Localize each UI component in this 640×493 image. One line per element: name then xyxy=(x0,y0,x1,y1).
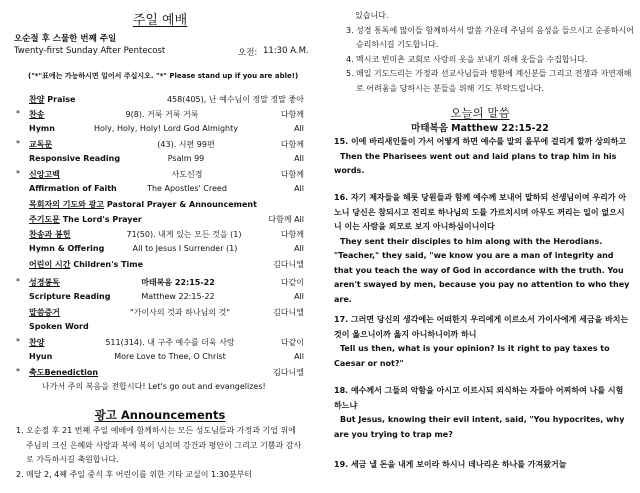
order-row xyxy=(0,94,320,108)
verse-en: Then the Pharisees went out and laid plans to trap him in his words. xyxy=(334,151,617,175)
order-row xyxy=(0,109,320,123)
order-row xyxy=(0,292,320,306)
order-row xyxy=(0,244,320,258)
verse-en: But Jesus, knowing their evil intent, said, "You hypocrites, why are you trying to trap me? xyxy=(334,415,625,439)
order-row xyxy=(0,259,320,273)
stand-marker: * xyxy=(16,139,20,148)
announcement-item: 3. 성경 통독에 많이들 함께하셔서 말씀 가운데 주님의 음성을 들으시고 순종하시어 승리하시길 기도합니다. xyxy=(346,25,634,49)
order-middle: "가이사의 것과 하나님의 것" xyxy=(130,308,230,317)
order-right: All xyxy=(294,292,304,301)
stand-marker: * xyxy=(16,337,20,346)
order-label-ko: 주기도문 xyxy=(29,215,60,224)
order-right: 다함께 xyxy=(280,230,304,239)
sermon-reference: 마태복음 Matthew 22:15-22 xyxy=(411,123,549,134)
order-row xyxy=(0,214,320,228)
order-middle: 사도신경 xyxy=(171,170,203,179)
order-middle: The Apostles' Creed xyxy=(147,184,227,193)
order-label-en: Hymn xyxy=(29,124,55,133)
order-middle: (43). 시편 99편 xyxy=(157,140,215,149)
verse-17 xyxy=(334,313,630,371)
order-row xyxy=(0,169,320,183)
verse-ko: 17. 그러면 당신의 생각에는 어떠한지 우리에게 이르소서 가이사에게 세금을 바치는 것이 옳으니이까 옳지 아니하니이까 하니 xyxy=(334,315,629,339)
order-row xyxy=(0,277,320,291)
order-right: 다같이 xyxy=(280,338,304,347)
order-label-ko: 찬송과 봉헌 xyxy=(29,230,71,239)
order-row xyxy=(0,367,320,381)
order-label-ko: 목회자의 기도와 광고 xyxy=(29,200,105,209)
order-label-ko: 찬송 xyxy=(29,110,45,119)
service-subtitle-en: Twenty-first Sunday After Pentecost xyxy=(14,46,166,56)
service-time-value: 11:30 A.M. xyxy=(263,46,309,56)
verse-en: They sent their disciples to him along with the Herodians. "Teacher," they said, "we know you are a man of integrity and that you teach the way of God in accordance with the truth. You aren't swayed by men, because you pay no attention to who they are. xyxy=(334,236,630,304)
order-row xyxy=(0,352,320,366)
order-row xyxy=(0,139,320,153)
order-row xyxy=(0,307,320,321)
verse-15 xyxy=(334,135,630,179)
order-middle: 71(50). 내게 있는 모든 것을 (1) xyxy=(126,230,242,239)
order-row xyxy=(0,337,320,351)
verse-en: Tell us then, what is your opinion? Is it right to pay taxes to Caesar or not?" xyxy=(334,344,610,368)
order-middle: 511(314). 내 구주 예수를 더욱 사랑 xyxy=(105,338,235,347)
verse-ko: 16. 자기 제자들을 헤롯 당원들과 함께 예수께 보내어 말하되 선생님이여 우리가 아노니 당신은 참되시고 진리로 하나님의 도를 가르치시며 아무도 꺼리는 일이 없으시니 이는 사람을 외모로 보지 아니하심이니이다 xyxy=(334,193,627,231)
announcements-list-continued xyxy=(336,9,636,96)
order-right: All xyxy=(294,154,304,163)
order-label-en: Spoken Word xyxy=(29,322,89,331)
order-right: All xyxy=(294,352,304,361)
order-label-en: Responsive Reading xyxy=(29,154,121,163)
order-middle: 458(405), 난 예수님이 정말 정말 좋아 xyxy=(166,95,304,104)
order-middle: Matthew 22:15-22 xyxy=(141,292,215,301)
order-row xyxy=(0,199,320,213)
order-middle: Holy, Holy, Holy! Lord God Almighty xyxy=(94,124,238,133)
announcement-item: 5. 매일 기도드리는 가정과 선교사님들과 병환에 계신분들 그리고 전쟁과 자연재해로 어려움을 당하시는 분들을 위해 기도 부탁드립니다. xyxy=(346,69,632,93)
stand-marker: * xyxy=(16,169,20,178)
verse-ko: 15. 이에 바리새인들이 가서 어떻게 하면 예수를 말의 올무에 걸리게 할까 상의하고 xyxy=(334,137,627,146)
announcement-item: 4. 멕시코 빈미촌 교회로 사랑의 옷을 보내기 위해 옷들을 수집합니다. xyxy=(346,54,588,64)
order-label-en: Hyun xyxy=(29,352,53,361)
order-label-en: Benediction xyxy=(44,368,99,377)
order-label-en: The Lord's Prayer xyxy=(59,215,142,224)
service-time-label: 오전: xyxy=(238,48,258,58)
order-right: 다함께 xyxy=(280,170,304,179)
verse-ko: 19. 세금 낼 돈을 내게 보이라 하시니 데나리온 하나를 가져왔거늘 xyxy=(334,460,567,469)
announcement-item-continued: 있습니다. xyxy=(355,11,389,20)
stand-marker: * xyxy=(16,367,20,376)
order-row xyxy=(0,124,320,138)
order-label-ko: 성경봉독 xyxy=(29,278,60,287)
announcements-title: 광고 Announcements xyxy=(94,408,226,422)
order-middle: All to Jesus I Surrender (1) xyxy=(132,244,238,253)
order-label-ko: 찬양 xyxy=(29,95,45,104)
order-label-ko: 신앙고백 xyxy=(29,170,60,179)
announcements-list xyxy=(16,424,306,482)
order-right: 다함께 xyxy=(280,110,304,119)
order-label-ko: 어린이 시간 xyxy=(29,260,71,269)
order-row xyxy=(0,229,320,243)
sending-text: 나가서 주의 복음을 전합시다! Let's go out and evangelizes! xyxy=(42,382,266,391)
order-right: All xyxy=(294,124,304,133)
order-right: All xyxy=(294,184,304,193)
order-label-ko: 찬양 xyxy=(29,338,45,347)
verse-16 xyxy=(334,191,630,307)
order-right: 김다니엘 xyxy=(273,368,304,377)
order-label-en: Affirmation of Faith xyxy=(29,184,117,193)
order-row xyxy=(0,154,320,168)
service-title: 주일 예배 xyxy=(132,13,188,28)
order-right: 김다니엘 xyxy=(273,260,304,269)
stand-note: ("*"표에는 가능하시면 일어서 주십시오. "*" Please stand up if you are able!) xyxy=(28,72,299,80)
order-right: 다같이 xyxy=(280,278,304,287)
order-row xyxy=(0,322,320,336)
verse-ko: 18. 예수께서 그들의 악함을 아시고 이르시되 외식하는 자들아 어찌하여 나를 시험하느냐 xyxy=(334,386,624,410)
sermon-title: 오늘의 말씀 xyxy=(450,106,510,120)
order-label-en: Scripture Reading xyxy=(29,292,111,301)
order-label-ko: 축도 xyxy=(29,368,45,377)
order-row xyxy=(0,184,320,198)
order-label-en: Children's Time xyxy=(70,260,144,269)
order-middle: Psalm 99 xyxy=(167,154,205,163)
order-right: All xyxy=(294,244,304,253)
order-label-ko: 말씀증거 xyxy=(29,308,60,317)
announcement-item: 2. 매달 2, 4째 주일 중식 후 어린이를 위한 기타 교실이 1:30분부터 xyxy=(16,469,253,479)
order-middle: 9(8). 거룩 거룩 거룩 xyxy=(125,110,199,119)
order-right: 다함께 xyxy=(280,140,304,149)
verse-18 xyxy=(334,384,630,442)
service-subtitle-ko: 오순절 후 스물한 번째 주일 xyxy=(14,34,117,44)
verse-19 xyxy=(334,458,630,473)
order-label-en: Praise xyxy=(44,95,76,104)
order-label-en: Hymn & Offering xyxy=(29,244,105,253)
order-right: 김다니엘 xyxy=(273,308,304,317)
order-label-en: Pastoral Prayer & Announcement xyxy=(104,200,257,209)
stand-marker: * xyxy=(16,277,20,286)
order-right: 다함께 All xyxy=(268,215,304,224)
order-middle: 마태복음 22:15-22 xyxy=(141,278,215,287)
order-label-ko: 교독문 xyxy=(29,140,53,149)
stand-marker: * xyxy=(16,109,20,118)
order-middle: More Love to Thee, O Christ xyxy=(114,352,226,361)
announcements-and-sermon-column xyxy=(320,0,640,493)
announcement-item: 1. 오순절 후 21 번째 주일 예배에 함께하시는 모든 성도님들과 가정과 기업 위에 주님의 크신 은혜와 사랑과 복에 복이 넘치며 강건과 평안이 그리고 기쁨과 감사로 가득하시길 축원합니다. xyxy=(16,426,302,464)
